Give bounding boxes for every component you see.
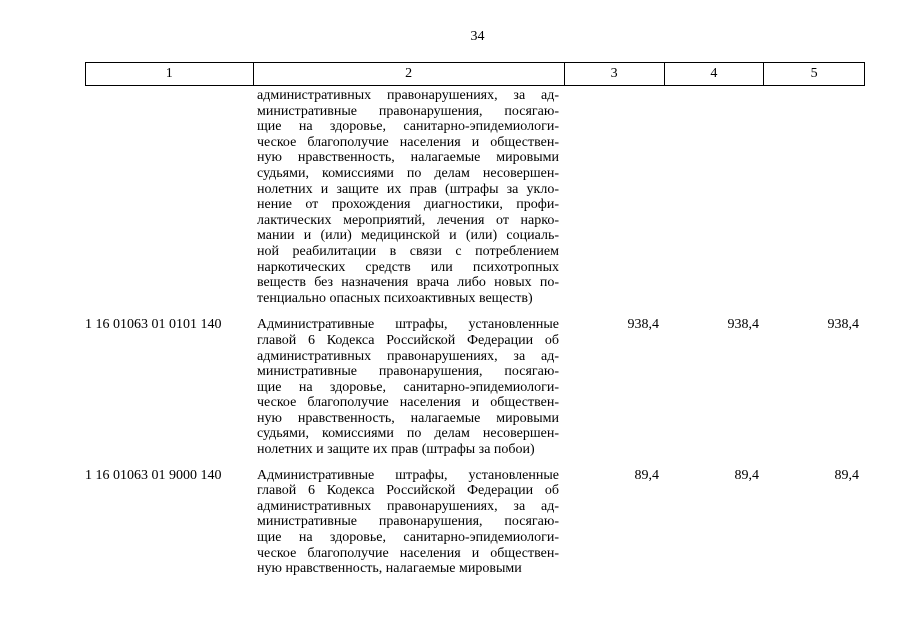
description-line: ную нравственность, налагаемые мировыми	[257, 410, 559, 426]
description-line: нолетних и защите их прав (штрафы за побои)	[257, 442, 535, 458]
table-body	[85, 88, 865, 577]
description-line: ческое благополучие населения и обществен-	[257, 545, 559, 561]
table-header-row	[85, 62, 865, 86]
description-line: щие на здоровье, санитарно-эпидемиологи-	[257, 530, 559, 546]
description-line: ческое благополучие населения и обществен-	[257, 395, 559, 411]
column-header-5: 5	[810, 66, 818, 81]
description-line: щие на здоровье, санитарно-эпидемиологи-	[257, 119, 559, 135]
table-row	[85, 317, 865, 457]
amount-cell-col-5: 89,4	[834, 467, 859, 483]
amount-cell-col-4	[665, 88, 765, 306]
table-row	[85, 88, 865, 306]
budget-code-cell: 1 16 01063 01 0101 140	[85, 317, 222, 333]
column-header-4: 4	[665, 63, 765, 85]
description-line: главой 6 Кодекса Российской Федерации об	[257, 483, 559, 499]
description-line: министративные правонарушения, посягаю-	[257, 514, 559, 530]
description-line: министративные правонарушения, посягаю-	[257, 103, 559, 119]
description-line: мании и (или) медицинской и (или) социаль-	[257, 228, 559, 244]
description-line: нолетних и защите их прав (штрафы за укло-	[257, 181, 559, 197]
description-line: веществ без назначения врача либо новых по-	[257, 275, 559, 291]
description-line: судьями, комиссиями по делам несовершен-	[257, 426, 559, 442]
description-cell	[253, 317, 565, 457]
description-line: министративные правонарушения, посягаю-	[257, 364, 559, 380]
amount-cell-col-3: 938,4	[627, 317, 659, 333]
description-line: лактических мероприятий, лечения от нарко-	[257, 212, 559, 228]
description-line: Административные штрафы, установленные	[257, 467, 559, 483]
budget-code-cell	[85, 88, 253, 306]
amount-cell-col-4: 938,4	[727, 317, 759, 333]
description-line: Административные штрафы, установленные	[257, 317, 559, 333]
amount-cell-col-3	[565, 88, 665, 306]
budget-table	[85, 62, 865, 577]
budget-code-cell: 1 16 01063 01 9000 140	[85, 467, 222, 483]
description-line: административных правонарушениях, за ад-	[257, 88, 559, 103]
description-line: ческое благополучие населения и обществен-	[257, 134, 559, 150]
amount-cell-col-4: 89,4	[734, 467, 759, 483]
description-line: тенциально опасных психоактивных веществ)	[257, 290, 533, 306]
description-line: ную нравственность, налагаемые мировыми	[257, 561, 522, 577]
column-header-3: 3	[565, 63, 665, 85]
description-line: главой 6 Кодекса Российской Федерации об	[257, 332, 559, 348]
amount-cell-col-5: 938,4	[827, 317, 859, 333]
amount-cell-col-5	[765, 88, 865, 306]
description-line: судьями, комиссиями по делам несовершен-	[257, 165, 559, 181]
column-header-2: 2	[254, 63, 565, 85]
page-number: 34	[470, 29, 485, 44]
description-line: щие на здоровье, санитарно-эпидемиологи-	[257, 379, 559, 395]
amount-cell-col-3: 89,4	[634, 467, 659, 483]
description-line: административных правонарушениях, за ад-	[257, 348, 559, 364]
description-line: административных правонарушениях, за ад-	[257, 498, 559, 514]
column-header-1: 1	[86, 63, 254, 85]
description-cell	[253, 468, 565, 577]
description-line: нение от прохождения диагностики, профи-	[257, 197, 559, 213]
table-row	[85, 468, 865, 577]
description-line: ной реабилитации в связи с потреблением	[257, 243, 559, 259]
description-line: наркотических средств или психотропных	[257, 259, 559, 275]
description-cell	[253, 88, 565, 306]
description-line: ную нравственность, налагаемые мировыми	[257, 150, 559, 166]
